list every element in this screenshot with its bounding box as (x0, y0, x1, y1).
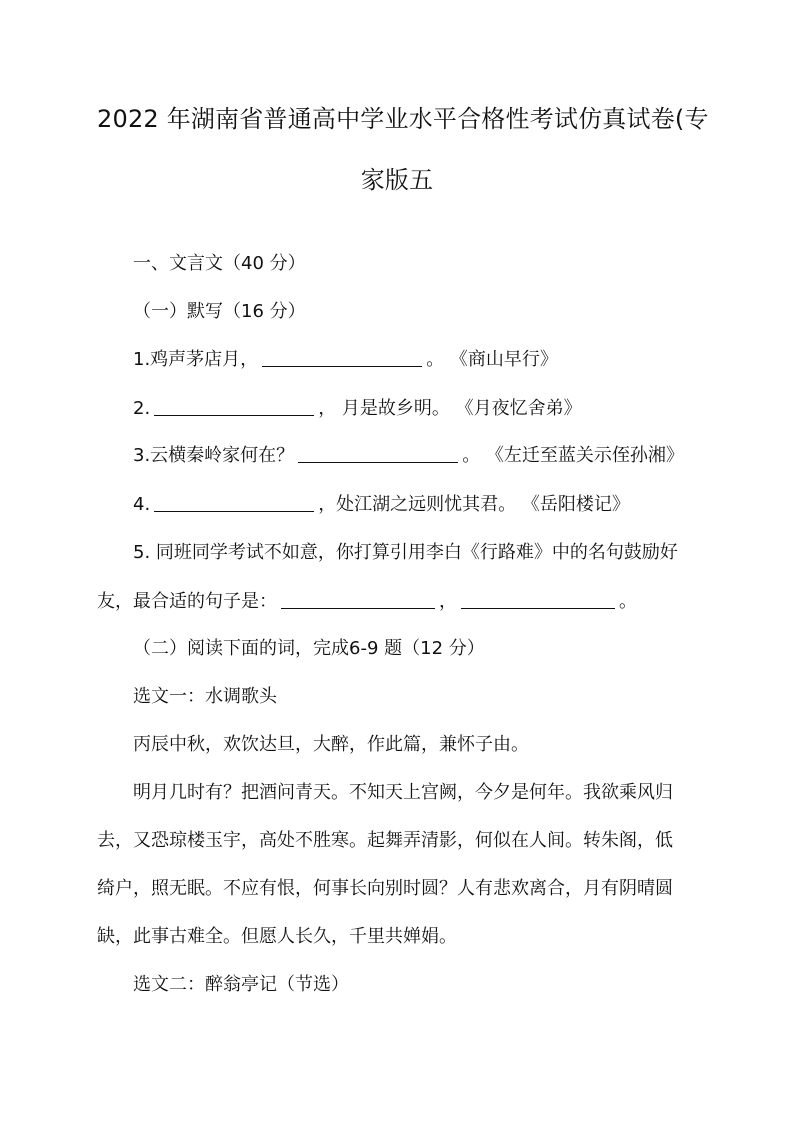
text1-label: 选文一：水调歌头 (133, 686, 277, 707)
text1-body-line-1: 明月几时有？把酒问青天。不知天上宫阙，今夕是何年。我欲乘风归 (133, 782, 673, 803)
question-2 (133, 397, 582, 421)
section-heading: 一、文言文（40 分） (133, 253, 306, 274)
question-5-suffix: 。 (619, 591, 637, 612)
question-5-separator: ， (439, 591, 457, 612)
question-1-suffix: 。 《商山早行》 (426, 349, 558, 370)
text1-body-line-2: 去，又恐琼楼玉宇，高处不胜寒。起舞弄清影，何似在人间。转朱阁，低 (97, 830, 673, 851)
answer-blank-5b[interactable] (461, 590, 615, 609)
question-4 (133, 493, 630, 517)
question-1 (133, 348, 558, 372)
text1-preface: 丙辰中秋，欢饮达旦，大醉，作此篇，兼怀子由。 (133, 734, 529, 755)
question-5-line1: 5. 同班同学考试不如意，你打算引用李白《行路难》中的名句鼓励好 (133, 542, 678, 563)
question-4-suffix: ，处江湖之远则忧其君。 《岳阳楼记》 (318, 494, 630, 515)
text1-body-line-4: 缺，此事古难全。但愿人长久，千里共婵娟。 (97, 926, 457, 947)
answer-blank-4[interactable] (154, 493, 314, 512)
question-4-prefix: 4. (133, 494, 151, 515)
question-2-suffix: ， 月是故乡明。 《月夜忆舍弟》 (318, 398, 582, 419)
answer-blank-1[interactable] (262, 348, 422, 367)
subsection-heading-reading: （二）阅读下面的词，完成6-9 题（12 分） (133, 638, 485, 659)
answer-blank-3[interactable] (298, 444, 458, 463)
exam-title-line1: 2022 年湖南省普通高中学业水平合格性考试仿真试卷(专 (97, 105, 709, 133)
exam-title-line2: 家版五 (360, 166, 434, 194)
question-3-suffix: 。 《左迁至蓝关示侄孙湘》 (462, 445, 684, 466)
question-5-prefix: 友，最合适的句子是： (97, 591, 277, 612)
question-5-line2 (97, 590, 637, 614)
text2-label: 选文二：醉翁亭记（节选） (133, 974, 349, 995)
question-3 (133, 444, 684, 468)
question-2-prefix: 2. (133, 398, 151, 419)
answer-blank-5a[interactable] (281, 590, 435, 609)
subsection-heading-dictation: （一）默写（16 分） (133, 301, 306, 322)
question-3-prefix: 3.云横秦岭家何在？ (133, 445, 295, 466)
question-1-prefix: 1.鸡声茅店月， (133, 349, 259, 370)
text1-body-line-3: 绮户，照无眠。不应有恨，何事长向别时圆？人有悲欢离合，月有阴晴圆 (97, 878, 673, 899)
answer-blank-2[interactable] (154, 397, 314, 416)
